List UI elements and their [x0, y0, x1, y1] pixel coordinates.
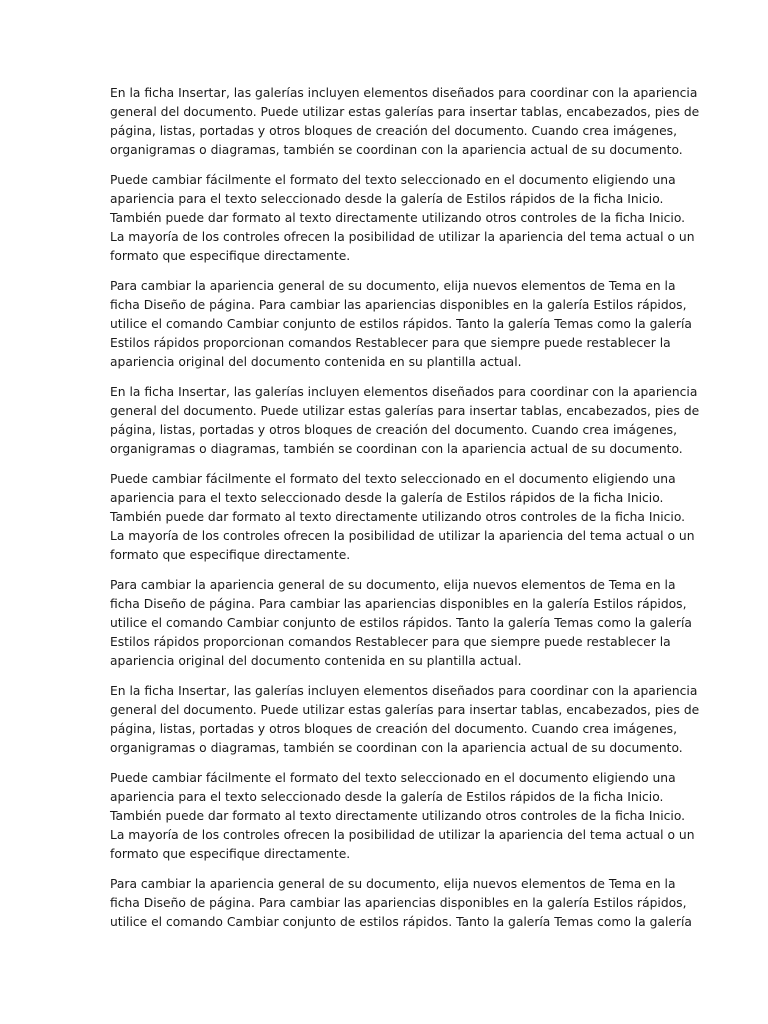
text-line: formato que especifique directamente.: [110, 548, 351, 562]
text-line: ficha Diseño de página. Para cambiar las apariencias disponibles en la galería Estilos rápidos,: [110, 896, 687, 910]
text-line: También puede dar formato al texto directamente utilizando otros controles de la ficha Inicio.: [110, 809, 686, 823]
text-line: La mayoría de los controles ofrecen la posibilidad de utilizar la apariencia del tema actual o un: [110, 529, 695, 543]
text-line: Estilos rápidos proporcionan comandos Restablecer para que siempre puede restablecer la: [110, 336, 671, 350]
text-line: La mayoría de los controles ofrecen la posibilidad de utilizar la apariencia del tema actual o un: [110, 828, 695, 842]
text-line: organigramas o diagramas, también se coordinan con la apariencia actual de su documento.: [110, 442, 683, 456]
text-line: página, listas, portadas y otros bloques de creación del documento. Cuando crea imágenes,: [110, 124, 677, 138]
paragraph: [110, 576, 692, 671]
text-line: ficha Diseño de página. Para cambiar las apariencias disponibles en la galería Estilos rápidos,: [110, 298, 687, 312]
text-line: utilice el comando Cambiar conjunto de estilos rápidos. Tanto la galería Temas como la galería: [110, 616, 692, 630]
paragraph: [110, 383, 700, 459]
text-line: apariencia original del documento contenida en su plantilla actual.: [110, 355, 522, 369]
text-line: organigramas o diagramas, también se coordinan con la apariencia actual de su documento.: [110, 143, 683, 157]
text-line: general del documento. Puede utilizar estas galerías para insertar tablas, encabezados, pies de: [110, 105, 700, 119]
text-line: apariencia para el texto seleccionado desde la galería de Estilos rápidos de la ficha Inicio.: [110, 192, 664, 206]
text-line: utilice el comando Cambiar conjunto de estilos rápidos. Tanto la galería Temas como la galería: [110, 317, 692, 331]
text-line: general del documento. Puede utilizar estas galerías para insertar tablas, encabezados, pies de: [110, 703, 700, 717]
paragraph: [110, 470, 695, 565]
text-line: Para cambiar la apariencia general de su documento, elija nuevos elementos de Tema en la: [110, 877, 676, 891]
text-line: También puede dar formato al texto directamente utilizando otros controles de la ficha Inicio.: [110, 510, 686, 524]
text-line: apariencia para el texto seleccionado desde la galería de Estilos rápidos de la ficha Inicio.: [110, 790, 664, 804]
text-line: Para cambiar la apariencia general de su documento, elija nuevos elementos de Tema en la: [110, 578, 676, 592]
text-line: También puede dar formato al texto directamente utilizando otros controles de la ficha Inicio.: [110, 211, 686, 225]
text-line: Puede cambiar fácilmente el formato del texto seleccionado en el documento eligiendo una: [110, 771, 676, 785]
text-line: En la ficha Insertar, las galerías incluyen elementos diseñados para coordinar con la apariencia: [110, 86, 698, 100]
text-line: ficha Diseño de página. Para cambiar las apariencias disponibles en la galería Estilos rápidos,: [110, 597, 687, 611]
text-line: Estilos rápidos proporcionan comandos Restablecer para que siempre puede restablecer la: [110, 635, 671, 649]
text-line: página, listas, portadas y otros bloques de creación del documento. Cuando crea imágenes,: [110, 722, 677, 736]
text-line: general del documento. Puede utilizar estas galerías para insertar tablas, encabezados, pies de: [110, 404, 700, 418]
paragraph: [110, 769, 695, 864]
text-line: Para cambiar la apariencia general de su documento, elija nuevos elementos de Tema en la: [110, 279, 676, 293]
paragraph: [110, 682, 700, 758]
document-body: [110, 84, 700, 943]
text-line: Puede cambiar fácilmente el formato del texto seleccionado en el documento eligiendo una: [110, 472, 676, 486]
text-line: organigramas o diagramas, también se coordinan con la apariencia actual de su documento.: [110, 741, 683, 755]
text-line: En la ficha Insertar, las galerías incluyen elementos diseñados para coordinar con la apariencia: [110, 684, 698, 698]
paragraph: [110, 277, 692, 372]
paragraph: [110, 84, 700, 160]
paragraph: [110, 875, 692, 932]
paragraph: [110, 171, 695, 266]
text-line: página, listas, portadas y otros bloques de creación del documento. Cuando crea imágenes,: [110, 423, 677, 437]
text-line: Puede cambiar fácilmente el formato del texto seleccionado en el documento eligiendo una: [110, 173, 676, 187]
text-line: utilice el comando Cambiar conjunto de estilos rápidos. Tanto la galería Temas como la galería: [110, 915, 692, 929]
text-line: formato que especifique directamente.: [110, 847, 351, 861]
text-line: La mayoría de los controles ofrecen la posibilidad de utilizar la apariencia del tema actual o un: [110, 230, 695, 244]
text-line: apariencia para el texto seleccionado desde la galería de Estilos rápidos de la ficha Inicio.: [110, 491, 664, 505]
text-line: formato que especifique directamente.: [110, 249, 351, 263]
text-line: apariencia original del documento contenida en su plantilla actual.: [110, 654, 522, 668]
text-line: En la ficha Insertar, las galerías incluyen elementos diseñados para coordinar con la apariencia: [110, 385, 698, 399]
